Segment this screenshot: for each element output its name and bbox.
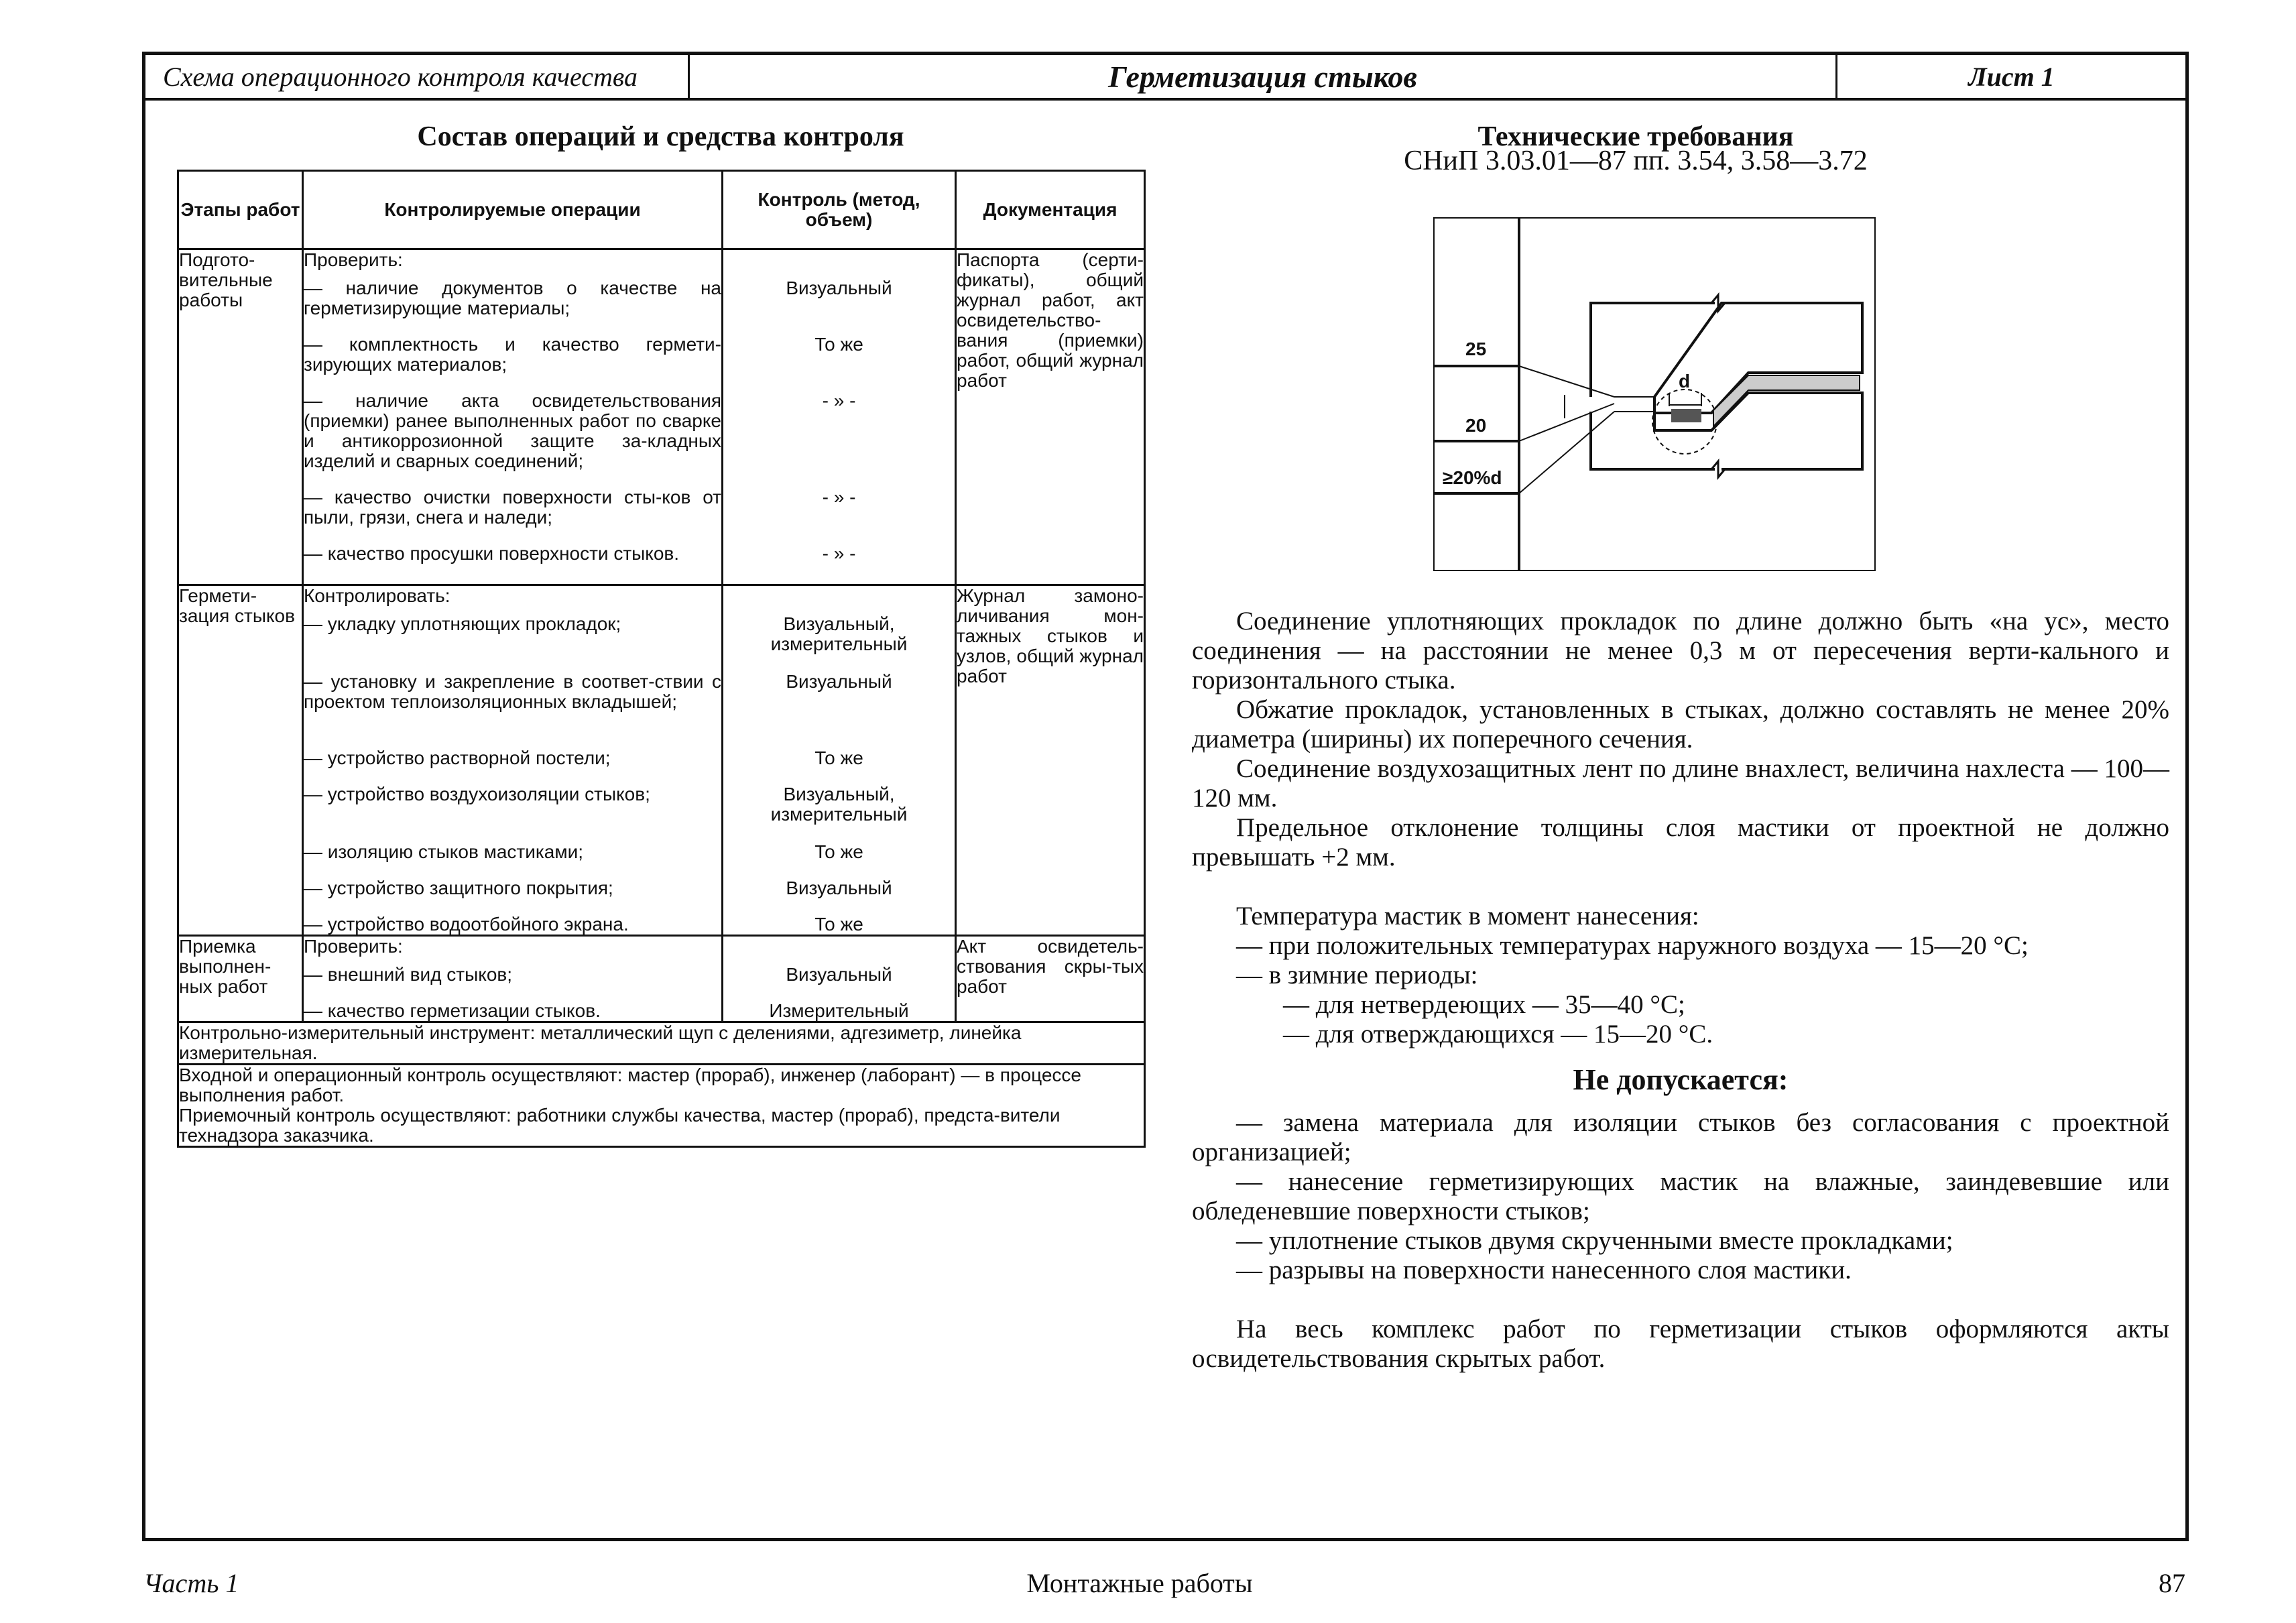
table-row — [178, 1065, 1145, 1147]
control-method: То же — [814, 334, 863, 355]
control-method: Визуальный — [786, 278, 892, 298]
header-bar — [145, 55, 2185, 101]
forbidden-item: — уплотнение стыков двумя скрученными вместе прокладками; — [1236, 1226, 1953, 1255]
page-number: 87 — [2159, 1568, 2185, 1598]
control-method: Визуальный, измерительный — [770, 784, 908, 825]
operation-item: — изоляцию стыков мастиками; — [304, 841, 583, 862]
operation-item: — наличие документов о качестве на герметизирующие материалы; — [304, 278, 721, 318]
table-header-cell: Контроль (метод, объем) — [723, 171, 956, 249]
table-row — [178, 936, 1145, 1022]
operation-item: — внешний вид стыков; — [304, 964, 513, 985]
footer-section: Монтажные работы — [1026, 1568, 1253, 1598]
control-method: Визуальный — [786, 878, 892, 898]
documentation-cell: Журнал замоно-личивания мон-тажных стыков и узлов, общий журнал работ — [956, 585, 1145, 936]
label-compression: ≥20%d — [1443, 467, 1502, 488]
temperature-title: Температура мастик в момент нанесения: — [1236, 902, 1699, 930]
label-20: 20 — [1465, 415, 1487, 436]
footer-part: Часть 1 — [143, 1568, 239, 1598]
documentation-cell: Паспорта (серти-фикаты), общий журнал работ, акт освидетельство-вания (приемки) работ, общий журнал работ — [956, 249, 1145, 585]
control-responsibility-cell — [178, 1065, 1145, 1147]
operation-item: — устройство водоотбойного экрана. — [304, 914, 629, 935]
sealant-layer — [1713, 375, 1860, 426]
forbidden-item: — нанесение герметизирующих мастик на влажные, заиндевевшие или обледеневшие поверхности стыков; — [1192, 1167, 2169, 1225]
operations-lead: Проверить: — [304, 249, 403, 270]
table-header-row — [178, 171, 1145, 249]
control-method: - » - — [822, 487, 856, 507]
operation-item: — укладку уплотняющих прокладок; — [304, 613, 621, 634]
control-method: Визуальный — [786, 964, 892, 985]
control-method: Визуальный — [786, 671, 892, 692]
operation-item: — качество просушки поверхности стыков. — [304, 543, 680, 564]
requirement-paragraph: Соединение воздухозащитных лент по длине внахлест, величина нахлеста — 100—120 мм. — [1192, 754, 2169, 813]
operations-table — [177, 170, 1146, 1148]
operations-cell — [303, 936, 723, 1022]
operation-item: — наличие акта освидетельствования (приемки) ранее выполненных работ по сварке и антикоррозионной защите за-кладных изделий и сварных соединений; — [304, 390, 721, 471]
forbidden-item: — разрывы на поверхности нанесенного слоя мастики. — [1236, 1256, 1852, 1284]
operation-item: — качество герметизации стыков. — [304, 1000, 601, 1021]
requirement-paragraph: Предельное отклонение толщины слоя мастики от проектной не должно превышать +2 мм. — [1192, 813, 2169, 871]
control-method: - » - — [822, 543, 856, 564]
operation-item: — устройство защитного покрытия; — [304, 878, 613, 898]
temperature-subitem: — для нетвердеющих — 35—40 °С; — [1283, 990, 1685, 1019]
header-left: Схема операционного контроля качества — [145, 55, 690, 98]
control-cell — [723, 585, 956, 936]
temperature-item: — при положительных температурах наружного воздуха — 15—20 °С; — [1236, 931, 2029, 960]
table-row — [178, 249, 1145, 585]
label-25: 25 — [1465, 339, 1487, 359]
temperature-item: — в зимние периоды: — [1236, 961, 1478, 989]
gasket — [1671, 409, 1701, 422]
control-note: Входной и операционный контроль осуществляют: мастер (прораб), инженер (лаборант) — в процессе выполнения работ. — [179, 1065, 1081, 1105]
control-method: Измерительный — [769, 1000, 909, 1021]
requirement-paragraph: Соединение уплотняющих прокладок по длине должно быть «на ус», место соединения — на расстоянии не менее 0,3 м от пересечения верти-кального и горизонтального стыка. — [1192, 607, 2169, 695]
forbidden-item: — замена материала для изоляции стыков без согласования с проектной организацией; — [1192, 1108, 2169, 1166]
operation-item: — устройство воздухоизоляции стыков; — [304, 784, 650, 804]
control-note: Приемочный контроль осуществляют: работники службы качества, мастер (прораб), предста-вители технадзора заказчика. — [179, 1105, 1061, 1146]
stage-cell: Приемка выполнен-ных работ — [178, 936, 303, 1022]
operations-lead: Проверить: — [304, 936, 403, 957]
table-row — [178, 1022, 1145, 1065]
requirements-title: Технические требования — [1477, 121, 1794, 152]
documentation-cell: Акт освидетель-ствования скры-тых работ — [956, 936, 1145, 1022]
requirement-paragraph: Обжатие прокладок, установленных в стыках, должно составлять не менее 20% диаметра (ширины) их поперечного сечения. — [1192, 695, 2169, 754]
control-method: То же — [814, 747, 863, 768]
temperature-subitem: — для отверждающихся — 15—20 °С. — [1283, 1020, 1713, 1048]
control-method: То же — [814, 914, 863, 935]
operation-item: — качество очистки поверхности сты-ков от пыли, грязи, снега и наледи; — [304, 487, 721, 528]
forbidden-title: Не допускается: — [1573, 1063, 1789, 1096]
operations-lead: Контролировать: — [304, 585, 450, 606]
table-row — [178, 585, 1145, 936]
closing-paragraph: На весь комплекс работ по герметизации стыков оформляются акты освидетельствования скрытых работ. — [1192, 1315, 2169, 1373]
requirements-text — [1192, 607, 2169, 1374]
control-method: Визуальный, измерительный — [770, 613, 908, 654]
label-d: d — [1679, 371, 1691, 392]
instrument-cell: Контрольно-измерительный инструмент: металлический щуп с делениями, адгезиметр, линейка измерительная. — [178, 1022, 1145, 1065]
control-method: - » - — [822, 390, 856, 411]
table-header-cell: Документация — [956, 171, 1145, 249]
operation-item: — комплектность и качество гермети-зирующих материалов; — [304, 334, 721, 375]
stage-cell: Подгото-вительные работы — [178, 249, 303, 585]
table-header-cell: Контролируемые операции — [303, 171, 723, 249]
table-header-cell: Этапы работ — [178, 171, 303, 249]
header-title: Герметизация стыков — [690, 55, 1837, 98]
operations-title: Состав операций и средства контроля — [417, 121, 904, 152]
control-method: То же — [814, 841, 863, 862]
joint-diagram — [1433, 217, 1876, 571]
operation-item: — установку и закрепление в соответ-ствии с проектом теплоизоляционных вкладышей; — [304, 671, 721, 712]
operations-cell — [303, 585, 723, 936]
operations-cell — [303, 249, 723, 585]
control-cell — [723, 249, 956, 585]
requirements-subtitle: СНиП 3.03.01—87 пп. 3.54, 3.58—3.72 — [1404, 145, 1868, 176]
stage-cell: Гермети-зация стыков — [178, 585, 303, 936]
header-sheet: Лист 1 — [1968, 61, 2055, 92]
control-cell — [723, 936, 956, 1022]
operation-item: — устройство растворной постели; — [304, 747, 611, 768]
